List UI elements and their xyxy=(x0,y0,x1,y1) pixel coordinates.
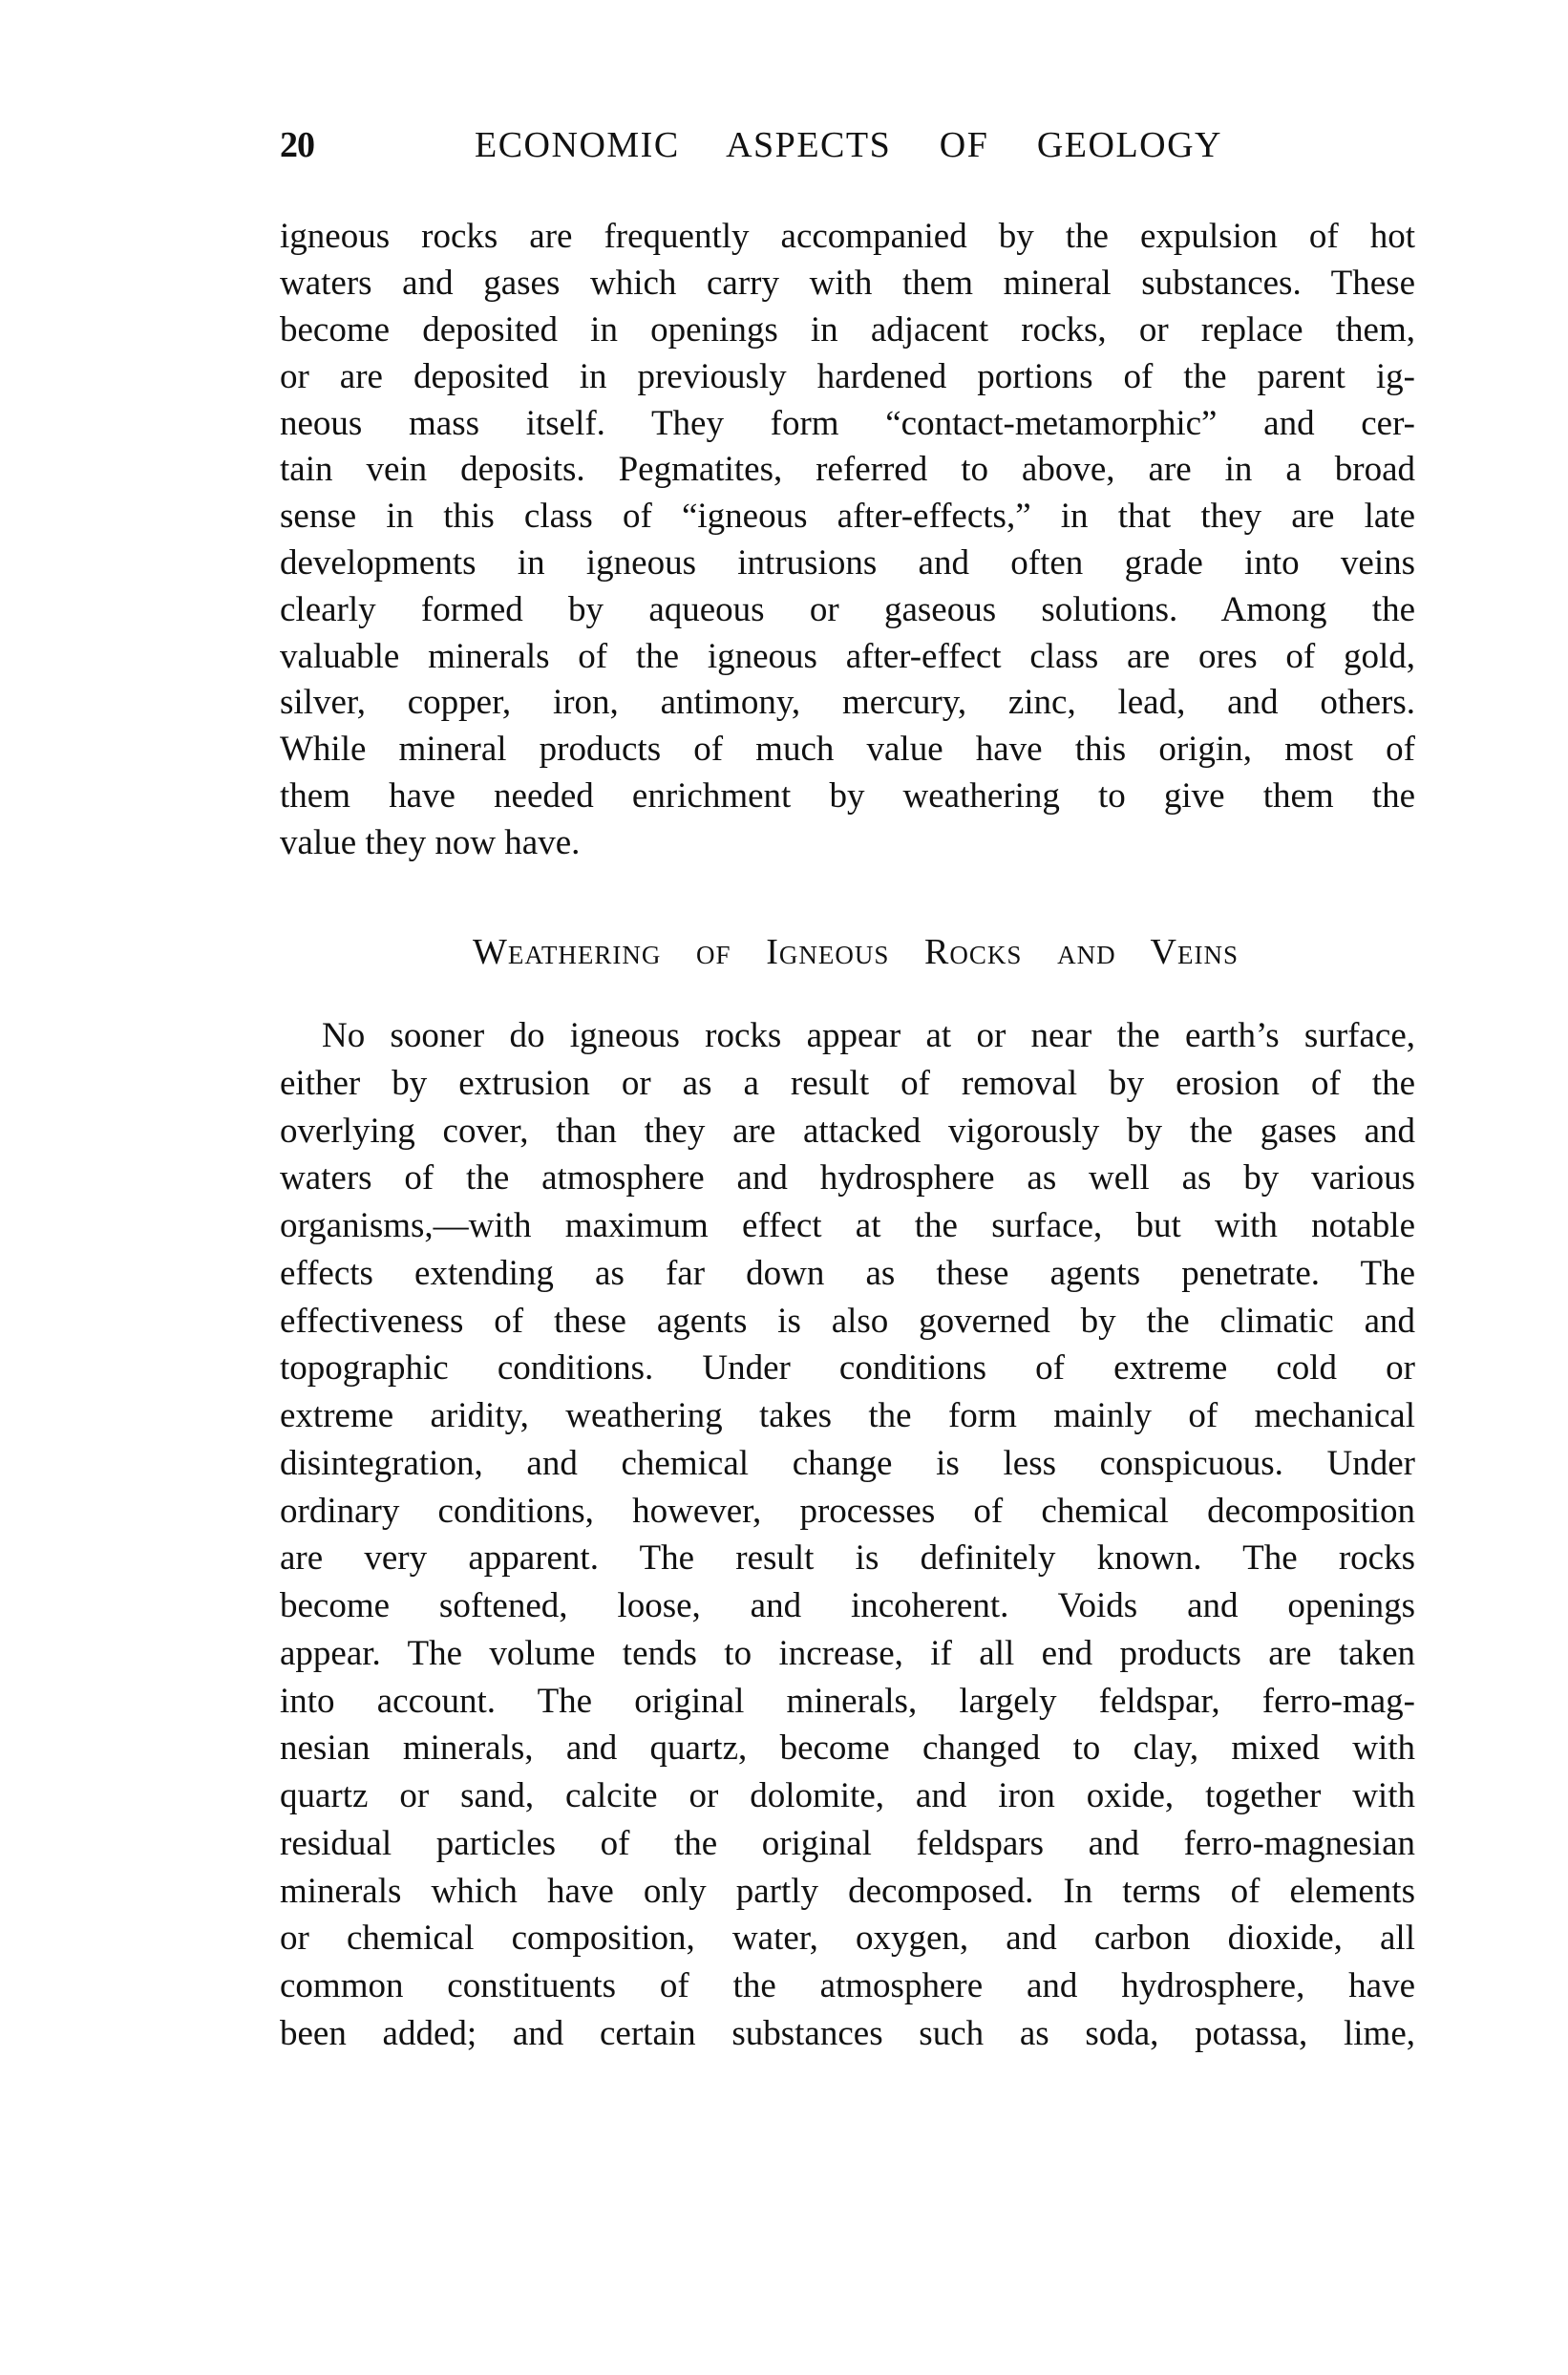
text-line: overlying cover, than they are attacked vigorously by the gases and xyxy=(280,1112,1415,1151)
text-line: become softened, loose, and incoherent. Voids and openings xyxy=(280,1586,1415,1625)
text-line: silver, copper, iron, antimony, mercury, zinc, lead, and others. xyxy=(280,683,1415,722)
text-line: waters and gases which carry with them mineral substances. These xyxy=(280,264,1415,303)
text-line: valuable minerals of the igneous after-effect class are ores of gold, xyxy=(280,637,1415,676)
text-line: While mineral products of much value have this origin, most of xyxy=(280,730,1415,769)
section-heading: Weathering of Igneous Rocks and Veins xyxy=(473,932,1239,972)
text-line: topographic conditions. Under conditions of extreme cold or xyxy=(280,1348,1415,1388)
text-line: effects extending as far down as these agents penetrate. The xyxy=(280,1254,1415,1293)
text-line: tain vein deposits. Pegmatites, referred to above, are in a broad xyxy=(280,450,1415,489)
text-line: quartz or sand, calcite or dolomite, and iron oxide, together with xyxy=(280,1776,1415,1815)
text-line: or are deposited in previously hardened portions of the parent ig- xyxy=(280,357,1415,396)
text-line: are very apparent. The result is definitely known. The rocks xyxy=(280,1538,1415,1578)
text-line: clearly formed by aqueous or gaseous solutions. Among the xyxy=(280,590,1415,629)
text-line: minerals which have only partly decomposed. In terms of elements xyxy=(280,1872,1415,1911)
text-line: either by extrusion or as a result of removal by erosion of the xyxy=(280,1064,1415,1103)
text-line: residual particles of the original feldspars and ferro-magnesian xyxy=(280,1824,1415,1863)
text-line: common constituents of the atmosphere and hydrosphere, have xyxy=(280,1966,1415,2005)
text-line: value they now have. xyxy=(280,823,581,862)
text-line: been added; and certain substances such as soda, potassa, lime, xyxy=(280,2014,1415,2053)
text-line: extreme aridity, weathering takes the form mainly of mechanical xyxy=(280,1396,1415,1435)
page-number: 20 xyxy=(280,125,314,165)
text-line: become deposited in openings in adjacent rocks, or replace them, xyxy=(280,310,1415,350)
text-line: neous mass itself. They form “contact-metamorphic” and cer- xyxy=(280,404,1415,443)
text-line: waters of the atmosphere and hydrosphere as well as by various xyxy=(280,1158,1415,1198)
text-line: sense in this class of “igneous after-effects,” in that they are late xyxy=(280,497,1415,536)
text-line: organisms,—with maximum effect at the surface, but with notable xyxy=(280,1206,1415,1245)
text-line: or chemical composition, water, oxygen, and carbon dioxide, all xyxy=(280,1919,1415,1958)
text-line: developments in igneous intrusions and often grade into veins xyxy=(280,543,1415,583)
text-line: ordinary conditions, however, processes of chemical decomposition xyxy=(280,1492,1415,1531)
text-line: No sooner do igneous rocks appear at or near the earth’s surface, xyxy=(322,1016,1415,1055)
text-line: nesian minerals, and quartz, become changed to clay, mixed with xyxy=(280,1728,1415,1768)
text-line: them have needed enrichment by weathering to give them the xyxy=(280,776,1415,816)
text-line: disintegration, and chemical change is less conspicuous. Under xyxy=(280,1444,1415,1483)
text-line: into account. The original minerals, largely feldspar, ferro-mag- xyxy=(280,1682,1415,1721)
running-title: ECONOMIC ASPECTS OF GEOLOGY xyxy=(475,125,1222,165)
running-head xyxy=(280,124,1415,166)
text-line: appear. The volume tends to increase, if all end products are taken xyxy=(280,1634,1415,1673)
text-line: igneous rocks are frequently accompanied by the expulsion of hot xyxy=(280,217,1415,256)
text-line: effectiveness of these agents is also governed by the climatic and xyxy=(280,1302,1415,1341)
